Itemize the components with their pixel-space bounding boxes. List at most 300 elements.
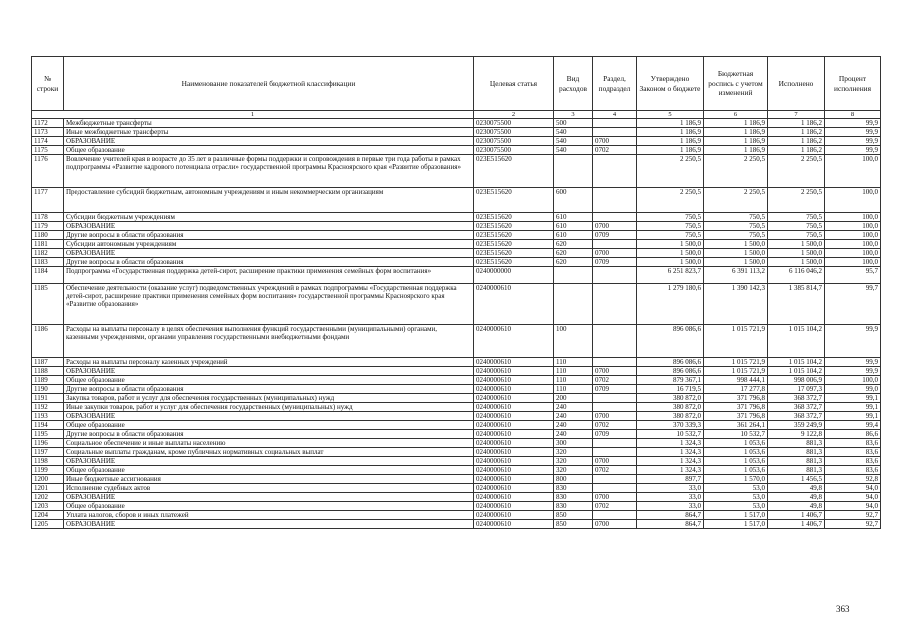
section-cell: 0709: [593, 231, 637, 240]
percent-cell: 99,4: [825, 421, 881, 430]
percent-cell: 99,9: [825, 367, 881, 376]
approved-cell: 1 324,3: [637, 466, 704, 475]
roster-cell: 1 053,6: [704, 439, 768, 448]
row-number-cell: 1185: [32, 284, 64, 325]
roster-cell: 1 186,9: [704, 137, 768, 146]
percent-cell: 99,9: [825, 358, 881, 367]
row-number-cell: 1186: [32, 325, 64, 358]
row-name-cell: Исполнение судебных актов: [64, 484, 474, 493]
percent-cell: 100,0: [825, 213, 881, 222]
header-approved: Утверждено Законом о бюджете: [637, 57, 704, 111]
approved-cell: 2 250,5: [637, 155, 704, 188]
roster-cell: 361 264,1: [704, 421, 768, 430]
row-name-cell: Расходы на выплаты персоналу в целях обеспечения выполнения функций государственными (муниципальными) органами, казенными учреждениями, органами управления государственными внебюджетными фондами: [64, 325, 474, 358]
executed-cell: 368 372,7: [768, 403, 825, 412]
column-number: 5: [637, 111, 704, 119]
roster-cell: 1 186,9: [704, 146, 768, 155]
row-number-cell: 1183: [32, 258, 64, 267]
row-number-cell: 1188: [32, 367, 64, 376]
row-number-cell: 1191: [32, 394, 64, 403]
table-row: [32, 325, 881, 358]
table-row: [32, 137, 881, 146]
table-row: [32, 466, 881, 475]
header-percent: Процент исполнения: [825, 57, 881, 111]
target-item-cell: 0240000000: [474, 267, 554, 284]
row-number-cell: 1176: [32, 155, 64, 188]
section-cell: [593, 155, 637, 188]
percent-cell: 94,0: [825, 502, 881, 511]
section-cell: [593, 267, 637, 284]
roster-cell: 1 015 721,9: [704, 367, 768, 376]
table-row: [32, 502, 881, 511]
percent-cell: 99,1: [825, 394, 881, 403]
table-row: [32, 475, 881, 484]
percent-cell: 83,6: [825, 448, 881, 457]
percent-cell: 100,0: [825, 240, 881, 249]
executed-cell: 368 372,7: [768, 394, 825, 403]
executed-cell: 368 372,7: [768, 412, 825, 421]
section-cell: 0709: [593, 430, 637, 439]
percent-cell: 94,0: [825, 493, 881, 502]
executed-cell: 359 249,9: [768, 421, 825, 430]
roster-cell: 750,5: [704, 213, 768, 222]
row-number-cell: 1203: [32, 502, 64, 511]
percent-cell: 99,9: [825, 119, 881, 128]
expense-type-cell: [554, 284, 593, 325]
executed-cell: 9 122,8: [768, 430, 825, 439]
roster-cell: 1 015 721,9: [704, 325, 768, 358]
target-item-cell: 0240000610: [474, 421, 554, 430]
executed-cell: 6 116 046,2: [768, 267, 825, 284]
approved-cell: 1 186,9: [637, 119, 704, 128]
executed-cell: 49,8: [768, 502, 825, 511]
section-cell: 0702: [593, 466, 637, 475]
executed-cell: 1 015 104,2: [768, 325, 825, 358]
expense-type-cell: 600: [554, 188, 593, 213]
expense-type-cell: 850: [554, 511, 593, 520]
roster-cell: 371 796,8: [704, 403, 768, 412]
expense-type-cell: [554, 267, 593, 284]
approved-cell: 380 872,0: [637, 412, 704, 421]
section-cell: [593, 213, 637, 222]
executed-cell: 750,5: [768, 222, 825, 231]
header-row-number: № строки: [32, 57, 64, 111]
section-cell: [593, 484, 637, 493]
roster-cell: 750,5: [704, 231, 768, 240]
approved-cell: 750,5: [637, 231, 704, 240]
target-item-cell: 0240000610: [474, 511, 554, 520]
row-name-cell: Иные бюджетные ассигнования: [64, 475, 474, 484]
row-number-cell: 1182: [32, 249, 64, 258]
row-number-cell: 1205: [32, 520, 64, 529]
table-row: [32, 240, 881, 249]
roster-cell: 53,0: [704, 502, 768, 511]
roster-cell: 1 015 721,9: [704, 358, 768, 367]
roster-cell: 1 053,6: [704, 448, 768, 457]
table-row: [32, 493, 881, 502]
row-name-cell: Социальное обеспечение и иные выплаты населению: [64, 439, 474, 448]
section-cell: 0700: [593, 137, 637, 146]
table-row: [32, 385, 881, 394]
row-name-cell: ОБРАЗОВАНИЕ: [64, 412, 474, 421]
expense-type-cell: 240: [554, 421, 593, 430]
table-row: [32, 439, 881, 448]
column-number: 3: [554, 111, 593, 119]
percent-cell: 99,0: [825, 385, 881, 394]
approved-cell: 750,5: [637, 222, 704, 231]
row-number-cell: 1193: [32, 412, 64, 421]
row-number-cell: 1194: [32, 421, 64, 430]
table-row: [32, 128, 881, 137]
approved-cell: 1 279 180,6: [637, 284, 704, 325]
approved-cell: 864,7: [637, 520, 704, 529]
executed-cell: 998 006,9: [768, 376, 825, 385]
approved-cell: 1 324,3: [637, 439, 704, 448]
section-cell: [593, 128, 637, 137]
table-row: [32, 119, 881, 128]
executed-cell: 881,3: [768, 466, 825, 475]
row-name-cell: Подпрограмма «Государственная поддержка детей-сирот, расширение практики применения семейных форм воспитания»: [64, 267, 474, 284]
approved-cell: 16 719,5: [637, 385, 704, 394]
table-row: [32, 430, 881, 439]
approved-cell: 750,5: [637, 213, 704, 222]
section-cell: 0700: [593, 367, 637, 376]
section-cell: [593, 394, 637, 403]
header-indicator-name: Наименование показателей бюджетной классификации: [64, 57, 474, 111]
executed-cell: 49,8: [768, 493, 825, 502]
column-number: 8: [825, 111, 881, 119]
roster-cell: 1 500,0: [704, 249, 768, 258]
section-cell: 0702: [593, 421, 637, 430]
approved-cell: 33,0: [637, 484, 704, 493]
target-item-cell: 0240000610: [474, 412, 554, 421]
row-name-cell: Общее образование: [64, 502, 474, 511]
percent-cell: 99,9: [825, 128, 881, 137]
row-number-cell: 1192: [32, 403, 64, 412]
roster-cell: 750,5: [704, 222, 768, 231]
expense-type-cell: 620: [554, 258, 593, 267]
row-name-cell: Общее образование: [64, 376, 474, 385]
row-name-cell: Иные межбюджетные трансферты: [64, 128, 474, 137]
target-item-cell: 0240000610: [474, 475, 554, 484]
row-number-cell: 1174: [32, 137, 64, 146]
row-name-cell: Субсидии бюджетным учреждениям: [64, 213, 474, 222]
roster-cell: 1 500,0: [704, 258, 768, 267]
row-number-cell: 1200: [32, 475, 64, 484]
target-item-cell: 023E515620: [474, 222, 554, 231]
header-row: [32, 57, 881, 111]
percent-cell: 100,0: [825, 376, 881, 385]
row-name-cell: ОБРАЗОВАНИЕ: [64, 493, 474, 502]
target-item-cell: 0230075500: [474, 137, 554, 146]
executed-cell: 17 097,3: [768, 385, 825, 394]
expense-type-cell: 110: [554, 358, 593, 367]
target-item-cell: 023E515620: [474, 249, 554, 258]
expense-type-cell: 240: [554, 403, 593, 412]
executed-cell: 750,5: [768, 231, 825, 240]
section-cell: [593, 403, 637, 412]
row-number-cell: 1196: [32, 439, 64, 448]
section-cell: [593, 475, 637, 484]
executed-cell: 1 406,7: [768, 520, 825, 529]
row-name-cell: Другие вопросы в области образования: [64, 258, 474, 267]
roster-cell: 1 186,9: [704, 128, 768, 137]
executed-cell: 1 186,2: [768, 137, 825, 146]
row-number-cell: 1198: [32, 457, 64, 466]
roster-cell: 1 053,6: [704, 466, 768, 475]
section-cell: [593, 439, 637, 448]
target-item-cell: 0240000610: [474, 493, 554, 502]
row-name-cell: Иные закупки товаров, работ и услуг для обеспечения государственных (муниципальных) нужд: [64, 403, 474, 412]
expense-type-cell: 540: [554, 146, 593, 155]
target-item-cell: 023E515620: [474, 240, 554, 249]
expense-type-cell: 610: [554, 222, 593, 231]
percent-cell: 100,0: [825, 222, 881, 231]
target-item-cell: 023E515620: [474, 231, 554, 240]
executed-cell: 881,3: [768, 448, 825, 457]
percent-cell: 100,0: [825, 155, 881, 188]
row-number-cell: 1195: [32, 430, 64, 439]
target-item-cell: 0240000610: [474, 403, 554, 412]
expense-type-cell: 610: [554, 213, 593, 222]
target-item-cell: 0230075500: [474, 119, 554, 128]
row-number-cell: 1177: [32, 188, 64, 213]
approved-cell: 896 086,6: [637, 325, 704, 358]
executed-cell: 1 015 104,2: [768, 358, 825, 367]
target-item-cell: 0240000610: [474, 358, 554, 367]
table-row: [32, 231, 881, 240]
approved-cell: 896 086,6: [637, 367, 704, 376]
approved-cell: 1 500,0: [637, 249, 704, 258]
target-item-cell: 023E515620: [474, 188, 554, 213]
target-item-cell: 0240000610: [474, 457, 554, 466]
executed-cell: 49,8: [768, 484, 825, 493]
percent-cell: 100,0: [825, 231, 881, 240]
executed-cell: 1 456,5: [768, 475, 825, 484]
executed-cell: 1 385 814,7: [768, 284, 825, 325]
row-number-cell: 1199: [32, 466, 64, 475]
row-number-cell: 1201: [32, 484, 64, 493]
percent-cell: 99,7: [825, 284, 881, 325]
roster-cell: 53,0: [704, 493, 768, 502]
row-name-cell: Уплата налогов, сборов и иных платежей: [64, 511, 474, 520]
section-cell: 0709: [593, 258, 637, 267]
row-name-cell: Обеспечение деятельности (оказание услуг) подведомственных учреждений в рамках подпрограммы «Государственная поддержка детей-сирот, расширение практики применения семейных форм воспитания» государственной программы Красноярского края «Развитие образования»: [64, 284, 474, 325]
target-item-cell: 0230075500: [474, 128, 554, 137]
section-cell: 0709: [593, 385, 637, 394]
target-item-cell: 0240000610: [474, 466, 554, 475]
approved-cell: 370 339,3: [637, 421, 704, 430]
expense-type-cell: 620: [554, 249, 593, 258]
row-name-cell: Социальные выплаты гражданам, кроме публичных нормативных социальных выплат: [64, 448, 474, 457]
section-cell: 0700: [593, 249, 637, 258]
expense-type-cell: 320: [554, 448, 593, 457]
percent-cell: 83,6: [825, 457, 881, 466]
section-cell: [593, 188, 637, 213]
expense-type-cell: 320: [554, 457, 593, 466]
row-name-cell: Субсидии автономным учреждениям: [64, 240, 474, 249]
row-name-cell: Общее образование: [64, 146, 474, 155]
table-row: [32, 394, 881, 403]
row-number-cell: 1197: [32, 448, 64, 457]
header-section: Раздел, подраздел: [593, 57, 637, 111]
expense-type-cell: 110: [554, 376, 593, 385]
expense-type-cell: 830: [554, 502, 593, 511]
table-row: [32, 448, 881, 457]
row-name-cell: Другие вопросы в области образования: [64, 430, 474, 439]
approved-cell: 1 186,9: [637, 146, 704, 155]
target-item-cell: 0230075500: [474, 146, 554, 155]
approved-cell: 6 251 823,7: [637, 267, 704, 284]
row-number-cell: 1178: [32, 213, 64, 222]
percent-cell: 83,6: [825, 466, 881, 475]
row-name-cell: Вовлечение учителей края в возрасте до 35 лет в различные формы поддержки и сопровождения в первые три года работы в рамках подпрограммы «Развитие кадрового потенциала отрасли» государственной программы Красноярского края «Развитие образования»: [64, 155, 474, 188]
executed-cell: 1 500,0: [768, 240, 825, 249]
table-body: [32, 119, 881, 529]
table-row: [32, 358, 881, 367]
column-number: 1: [32, 111, 474, 119]
table-row: [32, 457, 881, 466]
executed-cell: 1 186,2: [768, 119, 825, 128]
approved-cell: 1 186,9: [637, 128, 704, 137]
column-number: 4: [593, 111, 637, 119]
row-number-cell: 1204: [32, 511, 64, 520]
roster-cell: 1 186,9: [704, 119, 768, 128]
table-row: [32, 511, 881, 520]
budget-table-sheet: [31, 56, 880, 529]
row-number-cell: 1187: [32, 358, 64, 367]
approved-cell: 879 367,1: [637, 376, 704, 385]
expense-type-cell: 850: [554, 520, 593, 529]
page-number: 363: [836, 604, 850, 614]
approved-cell: 864,7: [637, 511, 704, 520]
expense-type-cell: 610: [554, 231, 593, 240]
table-row: [32, 421, 881, 430]
roster-cell: 1 570,0: [704, 475, 768, 484]
target-item-cell: 023E515620: [474, 258, 554, 267]
executed-cell: 2 250,5: [768, 155, 825, 188]
header-budget-roster: Бюджетная роспись с учетом изменений: [704, 57, 768, 111]
row-number-cell: 1172: [32, 119, 64, 128]
roster-cell: 1 517,0: [704, 511, 768, 520]
row-name-cell: ОБРАЗОВАНИЕ: [64, 249, 474, 258]
row-number-cell: 1180: [32, 231, 64, 240]
section-cell: 0702: [593, 502, 637, 511]
percent-cell: 100,0: [825, 249, 881, 258]
percent-cell: 99,9: [825, 325, 881, 358]
roster-cell: 53,0: [704, 484, 768, 493]
roster-cell: 371 796,8: [704, 394, 768, 403]
header-target-item: Целевая статья: [474, 57, 554, 111]
approved-cell: 896 086,6: [637, 358, 704, 367]
section-cell: [593, 511, 637, 520]
expense-type-cell: 540: [554, 137, 593, 146]
expense-type-cell: 540: [554, 128, 593, 137]
row-name-cell: Предоставление субсидий бюджетным, автономным учреждениям и иным некоммерческим организациям: [64, 188, 474, 213]
roster-cell: 371 796,8: [704, 412, 768, 421]
section-cell: 0700: [593, 520, 637, 529]
roster-cell: 10 532,7: [704, 430, 768, 439]
table-row: [32, 213, 881, 222]
section-cell: 0700: [593, 457, 637, 466]
section-cell: [593, 358, 637, 367]
table-row: [32, 403, 881, 412]
roster-cell: 1 500,0: [704, 240, 768, 249]
approved-cell: 1 324,3: [637, 448, 704, 457]
row-name-cell: ОБРАЗОВАНИЕ: [64, 367, 474, 376]
header-executed: Исполнено: [768, 57, 825, 111]
executed-cell: 881,3: [768, 439, 825, 448]
expense-type-cell: 110: [554, 367, 593, 376]
row-number-cell: 1190: [32, 385, 64, 394]
table-row: [32, 258, 881, 267]
section-cell: [593, 325, 637, 358]
row-name-cell: Другие вопросы в области образования: [64, 385, 474, 394]
section-cell: 0702: [593, 146, 637, 155]
roster-cell: 2 250,5: [704, 155, 768, 188]
approved-cell: 33,0: [637, 502, 704, 511]
target-item-cell: 0240000610: [474, 502, 554, 511]
row-number-cell: 1173: [32, 128, 64, 137]
target-item-cell: 0240000610: [474, 385, 554, 394]
column-number: 6: [704, 111, 768, 119]
percent-cell: 99,1: [825, 403, 881, 412]
roster-cell: 2 250,5: [704, 188, 768, 213]
row-name-cell: Межбюджетные трансферты: [64, 119, 474, 128]
approved-cell: 1 500,0: [637, 258, 704, 267]
roster-cell: 1 390 142,3: [704, 284, 768, 325]
approved-cell: 2 250,5: [637, 188, 704, 213]
table-row: [32, 484, 881, 493]
row-name-cell: ОБРАЗОВАНИЕ: [64, 457, 474, 466]
row-number-cell: 1184: [32, 267, 64, 284]
executed-cell: 881,3: [768, 457, 825, 466]
header-expense-type: Вид расходов: [554, 57, 593, 111]
table-row: [32, 249, 881, 258]
approved-cell: 1 500,0: [637, 240, 704, 249]
table-row: [32, 376, 881, 385]
table-row: [32, 367, 881, 376]
expense-type-cell: 110: [554, 385, 593, 394]
expense-type-cell: 100: [554, 325, 593, 358]
expense-type-cell: [554, 155, 593, 188]
expense-type-cell: 240: [554, 412, 593, 421]
percent-cell: 99,1: [825, 412, 881, 421]
table-row: [32, 146, 881, 155]
column-number: 2: [474, 111, 554, 119]
percent-cell: 83,6: [825, 439, 881, 448]
roster-cell: 998 444,1: [704, 376, 768, 385]
target-item-cell: 0240000610: [474, 376, 554, 385]
row-number-cell: 1202: [32, 493, 64, 502]
target-item-cell: 023E515620: [474, 155, 554, 188]
roster-cell: 1 517,0: [704, 520, 768, 529]
section-cell: [593, 284, 637, 325]
row-number-cell: 1175: [32, 146, 64, 155]
roster-cell: 17 277,8: [704, 385, 768, 394]
section-cell: 0700: [593, 222, 637, 231]
section-cell: 0700: [593, 412, 637, 421]
target-item-cell: 0240000610: [474, 439, 554, 448]
percent-cell: 92,8: [825, 475, 881, 484]
table-row: [32, 412, 881, 421]
section-cell: 0702: [593, 376, 637, 385]
expense-type-cell: 830: [554, 484, 593, 493]
expense-type-cell: 500: [554, 119, 593, 128]
percent-cell: 100,0: [825, 258, 881, 267]
roster-cell: 1 053,6: [704, 457, 768, 466]
executed-cell: 1 500,0: [768, 258, 825, 267]
